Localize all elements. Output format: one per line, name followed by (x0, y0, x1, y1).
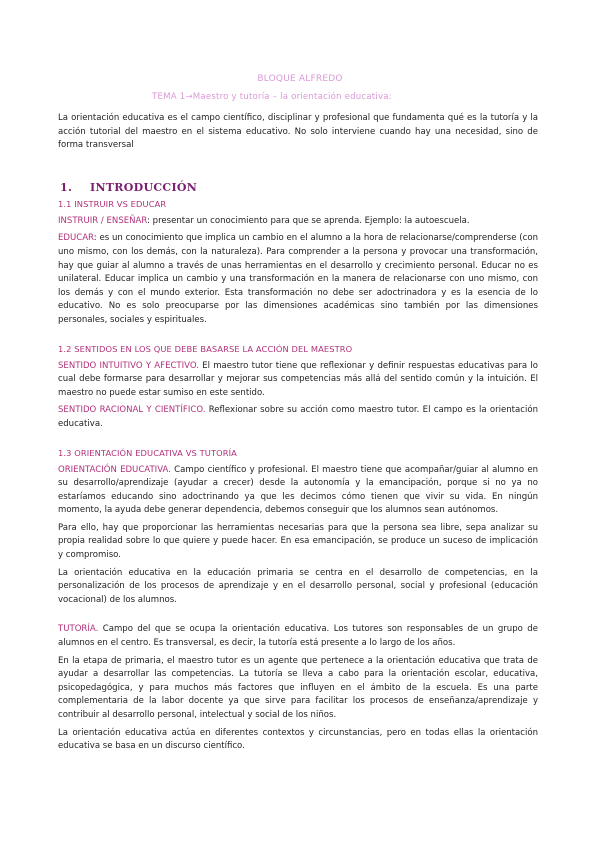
text-sentido-intuitivo: El maestro tutor tiene que reflexionar y definir respuestas educativas para lo cual debe formarse para desarrollar y mejorar sus competencias más allá del sentido común y la intuición. El maestro no puede estar sumiso en este sentido. (58, 360, 538, 398)
paragraph-contextos: La orientación educativa actúa en diferentes contextos y circunstancias, pero en todas ellas la orientación educativa se basa en un discurso científico. (58, 727, 538, 752)
term-educar: EDUCAR (58, 233, 94, 244)
paragraph-sentido-intuitivo (58, 360, 538, 401)
intro-paragraph: La orientación educativa es el campo científico, disciplinar y profesional que fundamenta qué es la tutoría y la acción tutorial del maestro en el sistema educativo. No solo interviene cuando hay una necesidad, sino de forma transversal (58, 113, 538, 151)
term-sentido-racional: SENTIDO RACIONAL Y CIENTÍFICO. (58, 405, 206, 416)
text-educar: : es un conocimiento que implica un cambio en el alumno a la hora de relacionarse/comprenderse (con uno mismo, con los demás, con la naturaleza). Para comprender a la persona y provocar una transformación, hay que guiar al alumno a través de unas herramientas en el desarrollo y crecimiento personal. Educar no es unilateral. Educar implica un cambio y una transformación en la manera de relacionarse con uno mismo, con los demás y con el mundo exterior. Esta transformación no debe ser adoctrinadora y es la esencia de lo educativo. No es solo preocuparse por las dimensiones académicas sino también por las dimensiones personales, sociales y espirituales. (58, 233, 538, 325)
term-sentido-intuitivo: SENTIDO INTUITIVO Y AFECTIVO. (58, 360, 199, 371)
topic-title: TEMA 1→Maestro y tutoría – la orientación educativa: (152, 92, 392, 102)
term-instruir: INSTRUIR / ENSEÑAR (58, 215, 148, 226)
subsection-heading-1-2: 1.2 SENTIDOS EN LOS QUE DEBE BASARSE LA ACCIÓN DEL MAESTRO (58, 343, 353, 354)
term-tutoria: TUTORÍA. (58, 624, 99, 635)
text-instruir: : presentar un conocimiento para que se aprenda. Ejemplo: la autoescuela. (147, 215, 470, 226)
paragraph-primaria: La orientación educativa en la educación primaria se centra en el desarrollo de competencias, en la personalización de los procesos de aprendizaje y en el desarrollo personal, social y profesional (educación vocacional) de los alumnos. (58, 567, 538, 605)
paragraph-educar (58, 232, 538, 327)
text-tutoria: Campo del que se ocupa la orientación educativa. Los tutores son responsables de un grupo de alumnos en el centro. Es transversal, es decir, la tutoría está presente a lo largo de los años. (58, 624, 538, 649)
subsection-heading-1-3: 1.3 ORIENTACIÓN EDUCATIVA VS TUTORÍA (58, 447, 237, 458)
text-sentido-racional: Reflexionar sobre su acción como maestro tutor. El campo es la orientación educativa. (58, 405, 538, 429)
document-body (58, 112, 538, 754)
paragraph-herramientas: Para ello, hay que proporcionar las herramientas necesarias para que la persona sea libre, sepa analizar su propia realidad sobre lo que quiere y puede hacer. En esa emancipación, se produce un suceso de implicación y compromiso. (58, 522, 538, 561)
paragraph-sentido-racional (58, 404, 538, 431)
section-title: INTRODUCCIÓN (90, 180, 198, 194)
paragraph-instruir (58, 215, 538, 229)
paragraph-orientacion (58, 464, 538, 518)
subsection-heading-1-1: 1.1 INSTRUIR VS EDUCAR (58, 198, 167, 209)
block-title: BLOQUE ALFREDO (257, 74, 343, 84)
section-heading-introduccion (58, 181, 538, 194)
text-orientacion: Campo científico y profesional. El maestro tiene que acompañar/guiar al alumno en su desarrollo/aprendizaje (ayudar a crecer) desde la autonomía y la emancipación, porque si no ya no estaríamos educando sino adoctrinando ya que les decimos cómo tienen que vivir su vida. En ningún momento, la ayuda debe generar dependencia, debemos conseguir que los alumnos sean autónomos. (58, 464, 538, 516)
paragraph-tutoria (58, 623, 538, 650)
section-number: 1. (60, 180, 73, 194)
paragraph-etapa-primaria: En la etapa de primaria, el maestro tutor es un agente que pertenece a la orientación educativa que trata de ayudar a desarrollar las competencias. La tutoría se lleva a cabo para la orientación escolar, educativa, psicopedagógica, y para muchos más factores que influyen en el ámbito de la escuela. Es una parte complementaria de la labor docente ya que sirve para facilitar los procesos de enseñanza/aprendizaje y contribuir al desarrollo personal, intelectual y social de los niños. (58, 655, 538, 720)
term-orientacion: ORIENTACIÓN EDUCATIVA. (58, 464, 171, 475)
